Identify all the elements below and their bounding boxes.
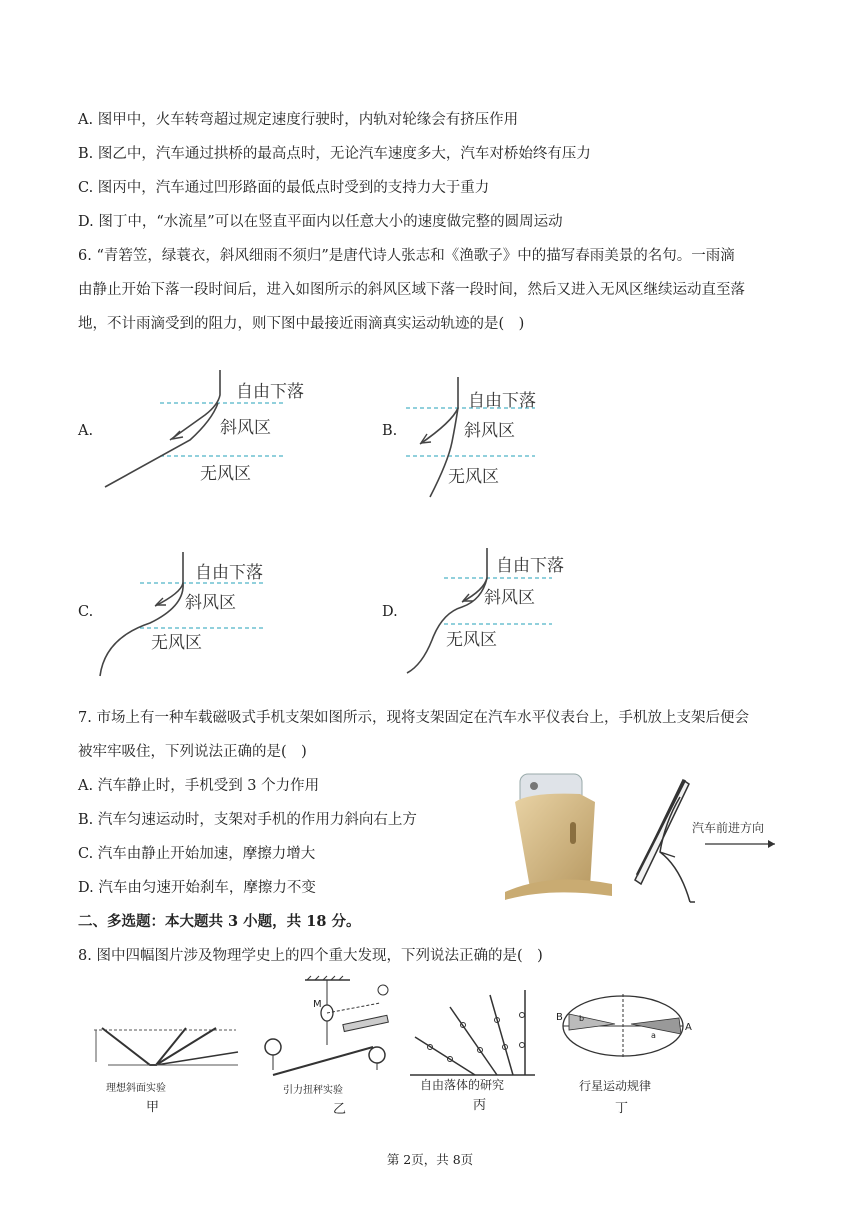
q6-d-no-wind: 无风区 <box>446 630 497 650</box>
ideal-incline-caption: 理想斜面实验 <box>106 1083 166 1094</box>
q7-option-c: C. 汽车由静止开始加速，摩擦力增大 <box>78 846 316 862</box>
q6-b-free-fall: 自由下落 <box>468 391 536 411</box>
figure-jia-label: 甲 <box>146 1100 160 1115</box>
q6-figure-d <box>402 545 572 675</box>
q6-line-2: 由静止开始下落一段时间后，进入如图所示的斜风区域下落一段时间，然后又进入无风区继续运动直至落 <box>78 282 745 298</box>
page-footer: 第 2页，共 8页 <box>386 1152 474 1167</box>
q7-line-2: 被牢牢吸住，下列说法正确的是( ) <box>78 744 307 760</box>
q5-option-d: D. 图丁中，“水流星”可以在竖直平面内以任意大小的速度做完整的圆周运动 <box>78 214 563 230</box>
q6-figure-b <box>400 372 560 502</box>
q6-a-free-fall: 自由下落 <box>236 382 304 402</box>
planet-letter-b: B <box>556 1012 563 1023</box>
planet-letter-small-a: a <box>651 1031 656 1040</box>
section-2-title: 二、多选题：本大题共 3 小题，共 18 分。 <box>78 913 361 930</box>
figure-ding-label: 丁 <box>615 1101 629 1116</box>
free-fall-caption: 自由落体的研究 <box>420 1078 505 1092</box>
figure-bing-label: 丙 <box>473 1098 487 1113</box>
figure-yi-label: 乙 <box>333 1102 347 1117</box>
q6-c-wind: 斜风区 <box>185 593 236 613</box>
q7-option-a: A. 汽车静止时，手机受到 3 个力作用 <box>78 778 320 794</box>
q6-a-no-wind: 无风区 <box>200 464 251 484</box>
torsion-balance-caption: 引力扭秤实验 <box>283 1085 343 1096</box>
q6-d-wind: 斜风区 <box>484 588 535 608</box>
q6-b-no-wind: 无风区 <box>448 467 499 487</box>
q6-b-wind: 斜风区 <box>464 421 515 441</box>
q5-option-b: B. 图乙中，汽车通过拱桥的最高点时，无论汽车速度多大，汽车对桥始终有压力 <box>78 146 591 162</box>
q7-option-d: D. 汽车由匀速开始刹车，摩擦力不变 <box>78 880 316 896</box>
phone-holder-diagram <box>625 772 785 907</box>
q6-figure-a <box>100 365 330 495</box>
q6-option-d-label: D. <box>382 604 398 620</box>
planetary-motion-caption: 行星运动规律 <box>579 1079 652 1093</box>
q8-line: 8. 图中四幅图片涉及物理学史上的四个重大发现，下列说法正确的是( ) <box>78 948 543 964</box>
q6-option-c-label: C. <box>78 604 94 620</box>
q5-option-a: A. 图甲中，火车转弯超过规定速度行驶时，内轨对轮缘会有挤压作用 <box>78 112 519 128</box>
q6-figure-c <box>95 548 295 678</box>
q6-c-free-fall: 自由下落 <box>195 563 263 583</box>
q6-c-no-wind: 无风区 <box>151 633 202 653</box>
free-fall-study-figure <box>405 985 555 1120</box>
q6-a-wind: 斜风区 <box>220 418 271 438</box>
q7-option-b: B. 汽车匀速运动时，支架对手机的作用力斜向右上方 <box>78 812 417 828</box>
q6-line-3: 地，不计雨滴受到的阻力，则下图中最接近雨滴真实运动轨迹的是( ) <box>78 316 525 332</box>
planetary-motion-figure <box>555 990 695 1120</box>
q6-line-1: 6. “青箬笠，绿蓑衣，斜风细雨不须归”是唐代诗人张志和《渔歌子》中的描写春雨美景的名句。一雨滴 <box>78 248 735 264</box>
torsion-letter-m: M <box>313 999 322 1010</box>
phone-holder-photo <box>500 772 618 902</box>
q6-d-free-fall: 自由下落 <box>496 556 564 576</box>
ideal-incline-figure <box>88 1010 248 1120</box>
car-forward-direction-label: 汽车前进方向 <box>692 821 765 835</box>
q6-option-a-label: A. <box>78 423 94 439</box>
q5-option-c: C. 图丙中，汽车通过凹形路面的最低点时受到的支持力大于重力 <box>78 180 490 196</box>
q6-option-b-label: B. <box>382 423 398 439</box>
planet-letter-a: A <box>685 1022 692 1033</box>
q7-line-1: 7. 市场上有一种车载磁吸式手机支架如图所示，现将支架固定在汽车水平仪表台上，手机放上支架后便会 <box>78 710 749 726</box>
planet-letter-small-b: b <box>579 1014 585 1023</box>
torsion-balance-figure <box>255 975 405 1120</box>
